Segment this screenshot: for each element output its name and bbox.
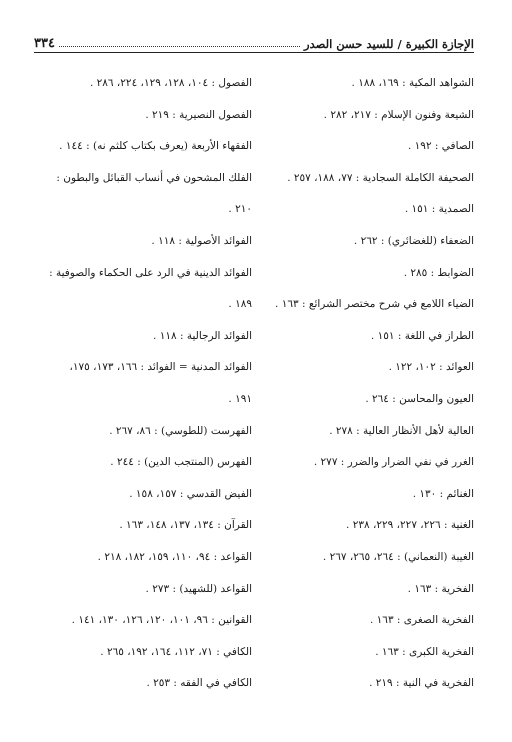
index-entry: الشيعة وفنون الإسلام : ٢١٧، ٢٨٢ . <box>323 108 474 121</box>
index-entry: العوائد : ١٠٢، ١٢٢ . <box>388 361 474 374</box>
index-entry: العالية لأهل الأنظار العالية : ٢٧٨ . <box>329 424 474 437</box>
page-number: ٣٣٤ <box>34 36 55 51</box>
index-entry: القواعد : ٩٤، ١١٠، ١٥٩، ١٨٢، ٢١٨ . <box>97 550 252 563</box>
index-entry: الفلك المشحون في أنساب القبائل والبطون : <box>56 171 252 184</box>
index-entry: العيون والمحاسن : ٢٦٤ . <box>365 392 474 405</box>
index-entry: القواعد (للشهيد) : ٢٧٣ . <box>145 582 252 595</box>
index-entry: الصافي : ١٩٢ . <box>407 140 474 153</box>
page-header <box>34 27 474 51</box>
index-entry: الصحيفة الكاملة السجادية : ٧٧، ١٨٨، ٢٥٧ . <box>287 171 474 184</box>
index-entry: الشواهد المكية : ١٦٩، ١٨٨ . <box>351 77 474 89</box>
running-title: الإجازة الكبيرة / للسيد حسن الصدر <box>304 37 474 51</box>
index-entry: الغيبة (النعماني) : ٢٦٤، ٢٦٥، ٢٦٧ . <box>322 550 474 563</box>
index-entry-continuation: ١٨٩ . <box>228 298 252 311</box>
index-entry-continuation: ٢١٠ . <box>228 203 252 216</box>
index-entry: الفخرية في النية : ٢١٩ . <box>369 677 474 690</box>
index-entry-continuation: ١٩١ . <box>228 392 252 405</box>
index-entry: الكافي في الفقه : ٢٥٣ . <box>146 677 252 690</box>
index-entry: الفيض القدسي : ١٥٧، ١٥٨ . <box>129 487 252 500</box>
index-entry: الفخرية الصغرى : ١٦٣ . <box>369 614 474 627</box>
index-entry: الفخرية : ١٦٣ . <box>407 582 474 595</box>
index-entry: الطراز في اللغة : ١٥١ . <box>370 329 474 342</box>
index-entry: الفوائد الدينية في الرد على الحكماء والصوفية : <box>49 266 252 279</box>
index-entry: الفصول النصيرية : ٢١٩ . <box>145 108 252 121</box>
index-column-left <box>34 68 252 700</box>
index-entry: الفوائد المدنية = الفوائد : ١٦٦، ١٧٣، ١٧٥، <box>69 361 252 374</box>
index-entry: الصمدية : ١٥١ . <box>404 203 474 216</box>
index-entry: الضعفاء (للغضائري) : ٢٦٢ . <box>353 234 474 247</box>
index-entry: الضياء اللامع في شرح مختصر الشرائع : ١٦٣ . <box>275 298 474 311</box>
index-entry: الفهرس (المنتجب الدين) : ٢٤٤ . <box>110 456 252 469</box>
index-entry: الفقهاء الأربعة (يعرف بكتاب كلثم نه) : ١٤٤ . <box>59 140 252 153</box>
index-entry: القوانين : ٩٦، ١٠١، ١٢٠، ١٢٦، ١٣٠، ١٤١ . <box>71 614 252 627</box>
index-entry: الفخرية الكبرى : ١٦٣ . <box>375 645 474 658</box>
header-rule <box>34 52 474 53</box>
index-entry: الكافي : ٧١، ١١٢، ١٦٤، ١٩٢، ٢٦٥ . <box>100 645 252 658</box>
index-entry: الفوائد الرجالية : ١١٨ . <box>153 329 252 342</box>
index-column-right <box>270 68 474 700</box>
dotted-leader <box>59 46 300 47</box>
index-entry: الفصول : ١٠٤، ١٢٨، ١٢٩، ٢٢٤، ٢٨٦ . <box>89 77 252 89</box>
index-entry: القرآن : ١٣٤، ١٣٧، ١٤٨، ١٦٣ . <box>119 519 252 532</box>
index-entry: الغنائم : ١٣٠ . <box>412 487 474 500</box>
index-entry: الفوائد الأصولية : ١١٨ . <box>151 234 252 247</box>
index-entry: الغرر في نفي الضرار والضرر : ٢٧٧ . <box>313 456 474 469</box>
index-entry: الغنية : ٢٢٦، ٢٢٧، ٢٢٩، ٢٣٨ . <box>346 519 474 532</box>
index-entry: الضوابط : ٢٨٥ . <box>403 266 474 279</box>
index-entry: الفهرست (للطوسي) : ٨٦، ٢٦٧ . <box>109 424 252 437</box>
